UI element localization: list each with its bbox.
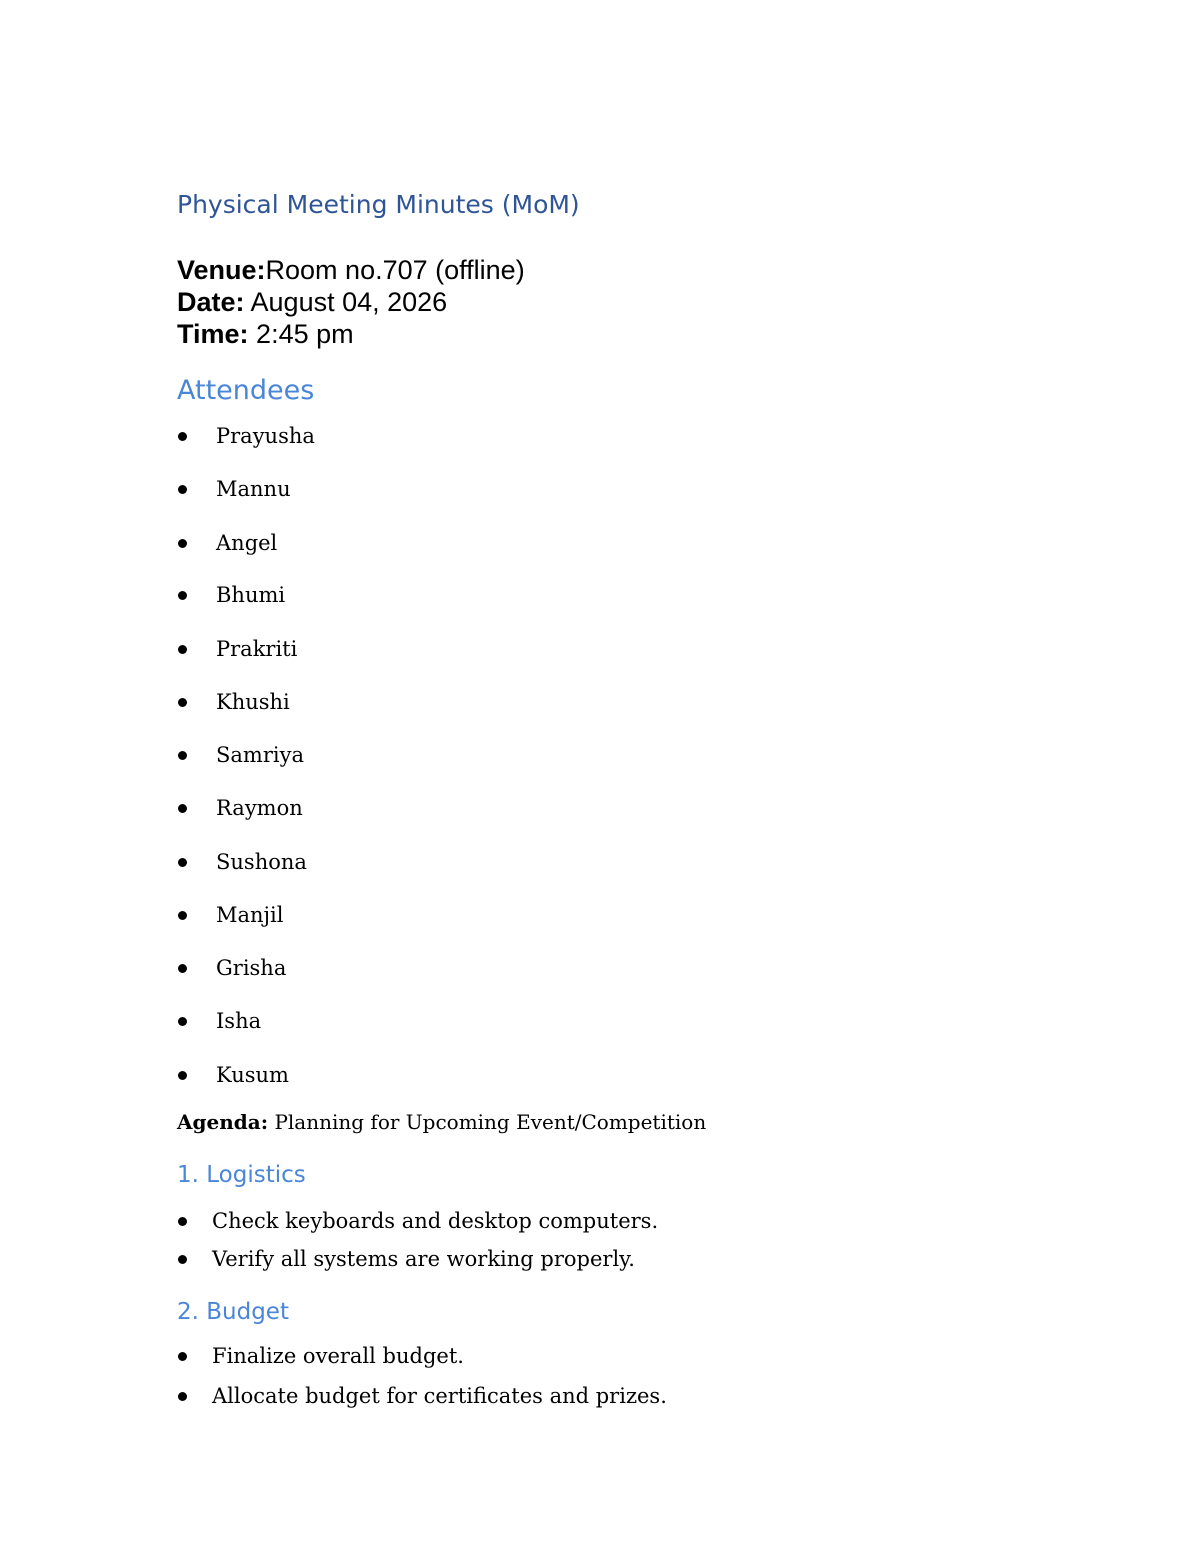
bullet-icon xyxy=(178,1071,187,1080)
bullet-icon xyxy=(178,964,187,973)
attendee-name: Sushona xyxy=(216,850,307,874)
bullet-icon xyxy=(178,911,187,920)
attendee-name: Prayusha xyxy=(216,424,315,448)
attendee-name: Kusum xyxy=(216,1063,289,1087)
list-item-text: Check keyboards and desktop computers. xyxy=(212,1209,659,1233)
attendee-name: Prakriti xyxy=(216,637,298,661)
attendee-name: Angel xyxy=(216,531,278,555)
bullet-icon xyxy=(178,804,187,813)
time-label: Time: xyxy=(177,319,249,349)
bullet-icon xyxy=(178,432,187,441)
bullet-icon xyxy=(178,1392,187,1401)
bullet-icon xyxy=(178,1352,187,1361)
bullet-icon xyxy=(178,591,187,600)
attendee-name: Bhumi xyxy=(216,583,286,607)
bullet-icon xyxy=(178,1217,187,1226)
document-title: Physical Meeting Minutes (MoM) xyxy=(177,190,580,219)
bullet-icon xyxy=(178,485,187,494)
bullet-icon xyxy=(178,751,187,760)
list-item-text: Verify all systems are working properly. xyxy=(212,1247,635,1271)
attendee-name: Raymon xyxy=(216,796,303,820)
agenda-line xyxy=(177,1110,706,1134)
venue-value: Room no.707 (offline) xyxy=(265,255,525,285)
date-row xyxy=(177,286,525,318)
venue-row xyxy=(177,254,525,286)
attendee-name: Grisha xyxy=(216,956,287,980)
bullet-icon xyxy=(178,1017,187,1026)
attendee-name: Samriya xyxy=(216,743,304,767)
attendee-name: Mannu xyxy=(216,477,291,501)
attendees-heading: Attendees xyxy=(177,375,315,406)
bullet-icon xyxy=(178,645,187,654)
agenda-label: Agenda: xyxy=(177,1110,269,1134)
bullet-icon xyxy=(178,1255,187,1264)
section-heading-budget: 2. Budget xyxy=(177,1299,289,1325)
time-value: 2:45 pm xyxy=(256,319,354,349)
attendee-name: Khushi xyxy=(216,690,290,714)
venue-label: Venue: xyxy=(177,255,266,285)
attendee-name: Isha xyxy=(216,1009,262,1033)
bullet-icon xyxy=(178,698,187,707)
agenda-value: Planning for Upcoming Event/Competition xyxy=(274,1110,707,1134)
bullet-icon xyxy=(178,858,187,867)
time-row xyxy=(177,318,525,350)
meeting-info xyxy=(177,254,525,350)
attendee-name: Manjil xyxy=(216,903,284,927)
bullet-icon xyxy=(178,539,187,548)
list-item-text: Finalize overall budget. xyxy=(212,1344,464,1368)
list-item-text: Allocate budget for certificates and prizes. xyxy=(212,1384,667,1408)
date-value: August 04, 2026 xyxy=(250,287,448,317)
section-heading-logistics: 1. Logistics xyxy=(177,1162,306,1188)
date-label: Date: xyxy=(177,287,245,317)
